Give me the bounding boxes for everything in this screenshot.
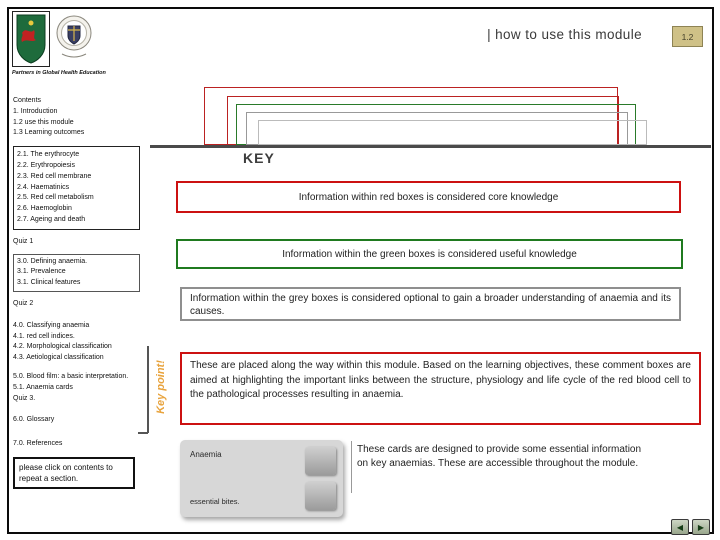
core-knowledge-text: Information within red boxes is considered core knowledge	[298, 191, 559, 203]
contents-heading: Contents	[13, 97, 42, 104]
partners-caption: Partners in Global Health Education	[12, 70, 106, 76]
sidebar-item-erythrocyte[interactable]: 2.1. The erythrocyte	[17, 151, 80, 159]
sidebar-item-haematinics[interactable]: 2.4. Haematinics	[17, 183, 70, 191]
cards-description-divider	[351, 441, 352, 493]
sidebar-item-clinical-features[interactable]: 3.1. Clinical features	[17, 279, 81, 287]
anaemia-card-title: Anaemia	[190, 450, 222, 459]
page-title: | how to use this module	[487, 27, 642, 42]
sidebar-section3-box	[13, 254, 140, 292]
sidebar-item-learning-outcomes[interactable]: 1.3 Learning outcomes	[13, 129, 85, 137]
sidebar-item-aetiological-classification[interactable]: 4.3. Aetiological classification	[13, 354, 104, 362]
contents-help-note: please click on contents to repeat a section.	[13, 457, 135, 489]
key-point-label: Key point!	[155, 360, 167, 414]
key-point-leader-tick	[138, 432, 148, 434]
slide-number-badge: 1.2	[672, 26, 703, 47]
sidebar-item-haemoglobin[interactable]: 2.6. Haemoglobin	[17, 205, 72, 213]
header-divider	[150, 145, 711, 148]
sidebar-item-glossary[interactable]: 6.0. Glossary	[13, 416, 55, 424]
dragon-crest-logo	[12, 11, 50, 67]
key-point-box: These are placed along the way within this module. Based on the learning objectives, these comment boxes are aimed at highlighting the important links between the structure, physiology and life cycle of the red blood cell to the pathological processes resulting in anaemia.	[180, 352, 701, 425]
sidebar-item-quiz1[interactable]: Quiz 1	[13, 237, 34, 245]
sidebar-item-anaemia-cards[interactable]: 5.1. Anaemia cards	[13, 383, 73, 391]
sidebar-item-quiz3[interactable]: Quiz 3.	[13, 394, 36, 402]
college-crest-logo	[54, 11, 94, 67]
anaemia-card-subtitle: essential bites.	[190, 497, 240, 506]
cards-description: These cards are designed to provide some essential information on key anaemias. These are accessible throughout the module.	[357, 444, 642, 469]
sidebar-item-red-cell-metabolism[interactable]: 2.5. Red cell metabolism	[17, 194, 94, 202]
sidebar-item-defining-anaemia[interactable]: 3.0. Defining anaemia.	[17, 257, 88, 265]
sidebar-section2-box	[13, 146, 140, 230]
sidebar-item-ageing-and-death[interactable]: 2.7. Ageing and death	[17, 215, 86, 223]
back-arrow-icon: ◀	[676, 522, 684, 532]
forward-arrow-icon: ▶	[697, 522, 705, 532]
anaemia-card-tile-top	[305, 447, 336, 475]
anaemia-card-illustration	[180, 440, 343, 517]
sidebar-item-classifying-anaemia[interactable]: 4.0. Classifying anaemia	[13, 321, 90, 329]
sidebar-item-use-this-module[interactable]: 1.2 use this module	[13, 118, 74, 126]
back-button[interactable]	[671, 519, 689, 535]
forward-button[interactable]	[692, 519, 710, 535]
sidebar-item-references[interactable]: 7.0. References	[13, 440, 63, 448]
useful-knowledge-box	[176, 239, 683, 269]
sidebar-item-prevalence[interactable]: 3.1. Prevalence	[17, 268, 66, 276]
decorative-grey-frame-thin	[258, 120, 647, 145]
optional-knowledge-box: Information within the grey boxes is considered optional to gain a broader understanding of anaemia and its causes.	[180, 287, 681, 321]
sidebar-section4-group	[13, 321, 135, 364]
sidebar-item-erythropoiesis[interactable]: 2.2. Erythropoiesis	[17, 161, 75, 169]
key-heading: KEY	[243, 150, 275, 166]
sidebar-item-morphological-classification[interactable]: 4.2. Morphological classification	[13, 343, 112, 351]
contents-sidebar	[13, 96, 135, 489]
core-knowledge-box	[176, 181, 681, 213]
anaemia-card-tile-bottom	[305, 482, 336, 510]
key-point-leader-line	[147, 346, 149, 433]
sidebar-item-quiz2[interactable]: Quiz 2	[13, 299, 34, 307]
sidebar-section5-group	[13, 372, 135, 404]
sidebar-item-red-cell-indices[interactable]: 4.1. red cell indices.	[13, 332, 75, 340]
sidebar-item-red-cell-membrane[interactable]: 2.3. Red cell membrane	[17, 172, 92, 180]
useful-knowledge-text: Information within the green boxes is considered useful knowledge	[282, 248, 577, 260]
sidebar-item-blood-film[interactable]: 5.0. Blood film: a basic interpretation.	[13, 372, 129, 380]
sidebar-item-introduction[interactable]: 1. Introduction	[13, 107, 58, 115]
